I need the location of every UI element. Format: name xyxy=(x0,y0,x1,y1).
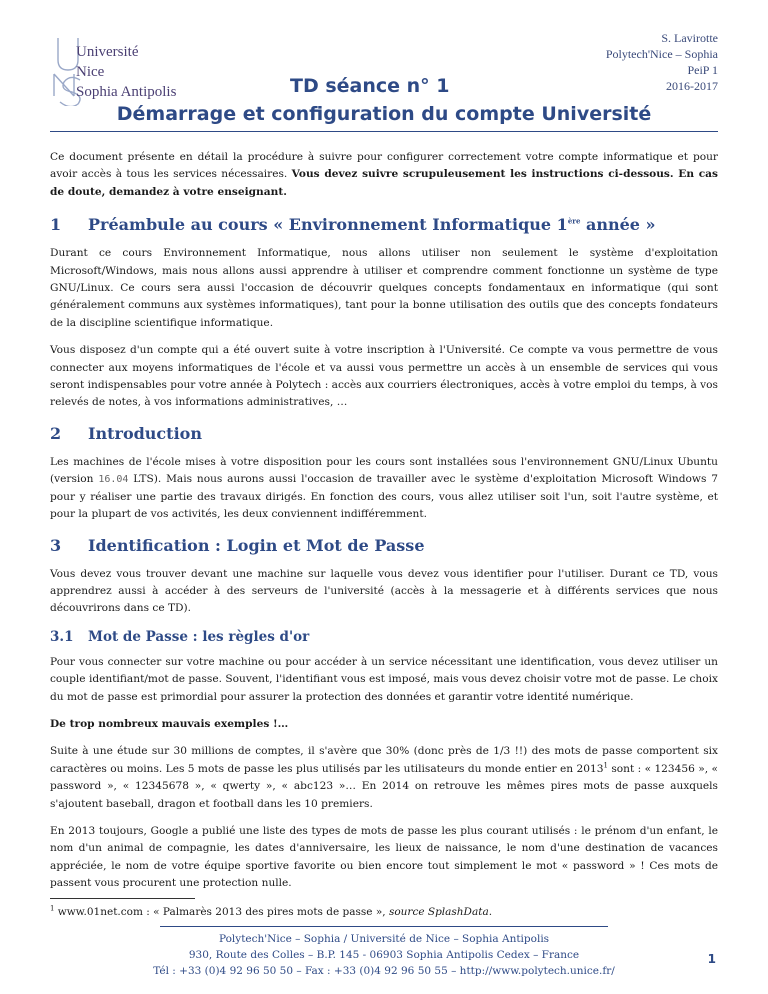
s1-paragraph-1: Durant ce cours Environnement Informatique, nous allons utiliser non seulement le système d'exploitation Microsoft/Windows, mais nous allons aussi apprendre à utiliser et comprendre comment fonctionne un système de type GNU/Linux. Ce cours sera aussi l'occasion de découvrir quelques concepts fondamentaux en informatique (qui sont généralement communs aux systèmes informatiques), tant pour la bonne utilisation des outils que des concepts fondateurs de la discipline scientifique informatique. xyxy=(50,247,718,329)
s31-paragraph-1: Pour vous connecter sur votre machine ou pour accéder à un service nécessitant une identification, vous devez utiliser un couple identifiant/mot de passe. Souvent, l'identifiant vous est imposé, mais vous devez choisir votre mot de passe. Le choix du mot de passe est primordial pour assurer la protection des données et garantir votre identité numérique. xyxy=(50,655,718,703)
author: S. Lavirotte xyxy=(661,31,718,45)
s31-paragraph-3: En 2013 toujours, Google a publié une liste des types de mots de passe les plus courant utilisés : le prénom d'un enfant, le nom d'un animal de compagnie, les dates d'anniversaire, les lieux de naissance, le nom d'une destination de vacances appréciée, le nom de votre équipe sportive favorite ou bien encore tout simplement le mot « password » ! Ces mots de passent vous procurent une protection nulle. xyxy=(50,824,718,890)
footnote: $^1$ www.01net.com : « Palmarès 2013 des pires mots de passe », source SplashData. xyxy=(50,904,493,918)
s1-paragraph-2: Vous disposez d'un compte qui a été ouvert suite à votre inscription à l'Université. Ce compte va vous permettre de vous connecter aux moyens informatiques de l'école et va aussi vous permettre un accès à un ensemble de services qui vous seront indispensables pour votre année à Polytech : accès aux courriers électroniques, accès à votre emploi du temps, à vos relevés de notes, à vos informations administratives, … xyxy=(50,344,718,409)
footer-line-2: 930, Route des Colles – B.P. 145 - 06903 Sophia Antipolis Cedex – France xyxy=(188,949,580,961)
section-heading-2: 2 Introduction xyxy=(50,423,202,443)
subsection-heading-3-1: 3.1 Mot de Passe : les règles d'or xyxy=(50,628,310,645)
footer-rule xyxy=(160,926,608,927)
level: PeiP 1 xyxy=(687,63,718,77)
document-body xyxy=(50,149,718,903)
footer-line-1: Polytech'Nice – Sophia / Université de Nice – Sophia Antipolis xyxy=(218,933,550,945)
s3-paragraph-1: Vous devez vous trouver devant une machine sur laquelle vous devez vous identifier pour l'utiliser. Durant ce TD, vous apprendrez aussi à accéder à des serveurs de l'université (accès à la messagerie et à différents services que nous découvrirons dans ce TD). xyxy=(50,567,718,615)
page-number: 1 xyxy=(707,952,716,966)
year: 2016-2017 xyxy=(666,79,718,93)
s2-paragraph-1: Les machines de l'école mises à votre disposition pour les cours sont installées sous l'environnement GNU/Linux Ubuntu (version 16.04 LTS). Mais nous aurons aussi l'occasion de travailler avec le système d'exploitation Microsoft Windows 7 pour y réaliser une partie des travaux dirigés. En fonction des cours, vous allez utiliser soit l'un, soit l'autre système, et pour la plupart de vos activités, les deux conviennent indifféremment. xyxy=(50,455,718,521)
logo-line-universite: Université xyxy=(76,44,139,60)
logo-line-sophia: Sophia Antipolis xyxy=(76,84,177,100)
header-meta xyxy=(606,30,718,94)
page-footer xyxy=(0,931,768,979)
title-rule xyxy=(50,131,718,132)
intro-paragraph: Ce document présente en détail la procédure à suivre pour configurer correctement votre compte informatique et pour avoir accès à tous les services nécessaires. Vous devez suivre scrupuleusement les instructions ci-dessous. En cas de doute, demandez à votre enseignant. xyxy=(50,151,719,198)
logo-line-nice: Nice xyxy=(76,64,105,80)
footnote-ref[interactable]: 1 xyxy=(603,761,608,770)
university-logo xyxy=(50,30,180,110)
footer-line-3: Tél : +33 (0)4 92 96 50 50 – Fax : +33 (0)4 92 96 50 55 – http://www.polytech.unice.fr/ xyxy=(153,965,615,977)
school: Polytech'Nice – Sophia xyxy=(605,47,718,61)
version-code: 16.04 xyxy=(98,474,129,486)
footnote-rule xyxy=(50,898,195,899)
s31-paragraph-2: Suite à une étude sur 30 millions de comptes, il s'avère que 30% (donc près de 1/3 !!) des mots de passe comportent six caractères ou moins. Les 5 mots de passe les plus utilisés par les utilisateurs du monde entier en 2013$^1$ sont : « 123456 », « password », « 12345678 », « qwerty », « abc123 »… En 2014 on retrouve les mêmes pires mots de passe auxquels s'ajoutent baseball, dragon et football dans les 10 premiers. xyxy=(50,745,718,810)
document-subtitle: Démarrage et configuration du compte Université xyxy=(116,103,652,125)
intro-bold: Vous devez suivre scrupuleusement les instructions ci-dessous. En cas de doute, demandez à votre enseignant. xyxy=(50,168,719,198)
section-heading-3: 3 Identification : Login et Mot de Passe xyxy=(50,535,425,555)
document-title: TD séance n° 1 xyxy=(290,75,450,97)
s31-bold-line: De trop nombreux mauvais exemples !… xyxy=(50,717,289,730)
section-heading-1: 1 Préambule au cours « Environnement Informatique 1ère année » xyxy=(50,215,656,235)
